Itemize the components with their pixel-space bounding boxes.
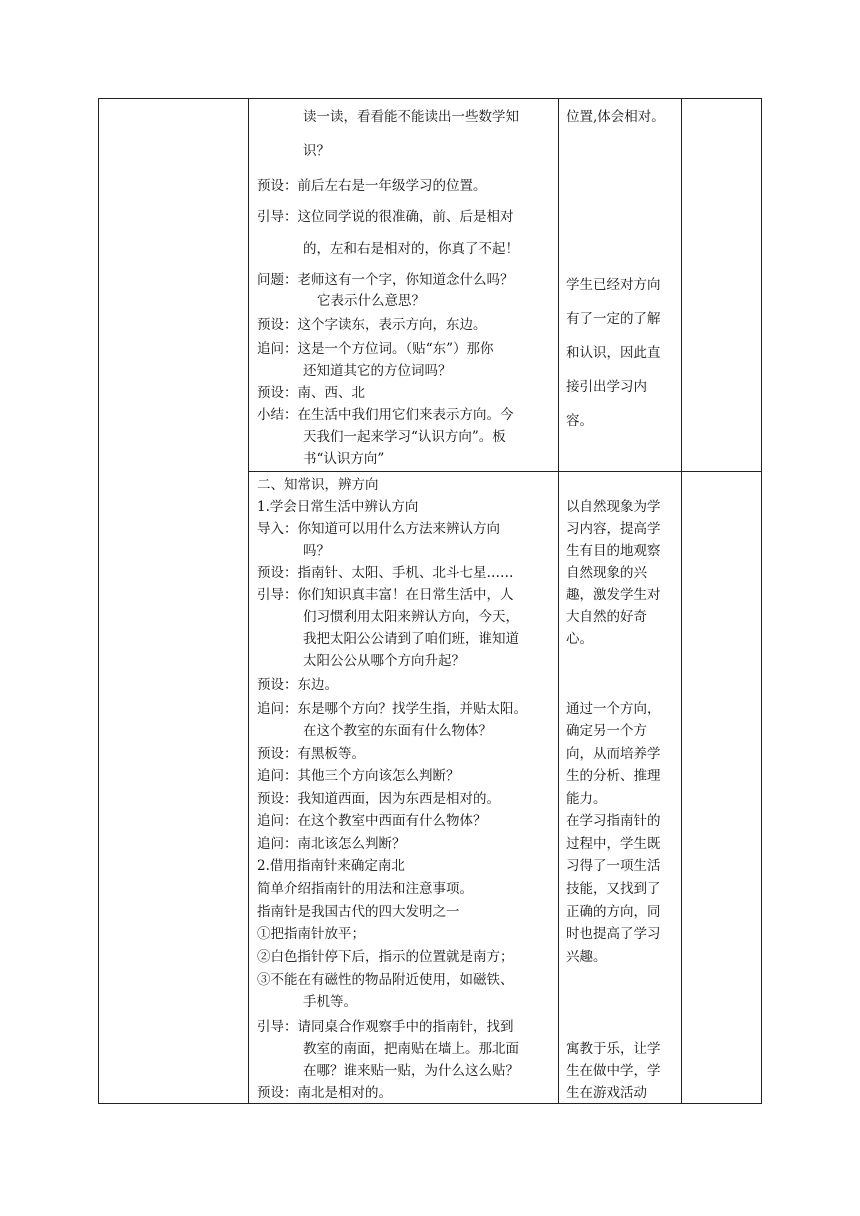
content-line: 我把太阳公公请到了咱们班，谁知道 <box>303 631 519 647</box>
content-line: ①把指南针放平； <box>257 926 365 942</box>
content-line: 预设：有黑板等。 <box>257 746 365 762</box>
content-line: 还知道其它的方位词吗？ <box>303 363 452 379</box>
content-line: 太阳公公从哪个方向升起？ <box>303 653 465 669</box>
content-line: 读一读，看看能不能读出一些数学知 <box>303 109 519 125</box>
lesson-plan-table <box>98 98 762 1104</box>
content-line: 追问：在这个教室中西面有什么物体？ <box>257 813 487 829</box>
content-line: 指南针是我国古代的四大发明之一 <box>257 904 460 920</box>
column-divider <box>248 99 249 1103</box>
note-line: 生在做中学，学 <box>566 1063 661 1079</box>
note-line: 生在游戏活动 <box>566 1085 647 1101</box>
note-line: 心。 <box>566 631 593 647</box>
content-line: 2.借用指南针来确定南北 <box>257 858 405 874</box>
content-line: 追问：东是哪个方向？找学生指，并贴太阳。 <box>257 701 527 717</box>
content-line: 的，左和右是相对的，你真了不起！ <box>303 241 519 257</box>
content-line: 在这个教室的东面有什么物体？ <box>303 723 492 739</box>
content-line: 吗？ <box>303 543 330 559</box>
note-line: 向，从而培养学 <box>566 746 661 762</box>
content-line: 追问：南北该怎么判断？ <box>257 836 406 852</box>
content-line: 追问：这是一个方位词。（贴“东”）那你 <box>257 341 494 357</box>
content-line: 预设：这个字读东，表示方向，东边。 <box>257 317 487 333</box>
content-line: 引导：请同桌合作观察手中的指南针，找到 <box>257 1019 514 1035</box>
content-line: 1.学会日常生活中辨认方向 <box>257 499 419 515</box>
content-line: ②白色指针停下后，指示的位置就是南方； <box>257 949 514 965</box>
note-line: 生的分析、推理 <box>566 768 661 784</box>
note-line: 过程中，学生既 <box>566 836 661 852</box>
content-line: 天我们一起来学习“认识方向”。板 <box>303 429 506 445</box>
note-line: 位置,体会相对。 <box>566 109 665 125</box>
note-line: 容。 <box>566 413 593 429</box>
content-line: 预设：前后左右是一年级学习的位置。 <box>257 178 487 194</box>
note-line: 确定另一个方 <box>566 723 647 739</box>
content-line: 预设：我知道西面，因为东西是相对的。 <box>257 791 500 807</box>
note-line: 寓教于乐，让学 <box>566 1041 661 1057</box>
note-line: 接引出学习内 <box>566 379 647 395</box>
note-line: 和认识，因此直 <box>566 345 661 361</box>
content-line: 它表示什么意思？ <box>317 293 425 309</box>
note-line: 习得了一项生活 <box>566 858 661 874</box>
content-line: 手机等。 <box>303 994 357 1010</box>
note-line: 生有目的地观察 <box>566 543 661 559</box>
note-line: 在学习指南针的 <box>566 813 661 829</box>
note-line: 时也提高了学习 <box>566 926 661 942</box>
note-line: 技能，又找到了 <box>566 881 661 897</box>
content-line: 二、知常识，辨方向 <box>257 477 379 493</box>
content-line: 小结：在生活中我们用它们来表示方向。今 <box>257 407 514 423</box>
column-divider <box>558 99 559 1103</box>
content-line: 问题：老师这有一个字，你知道念什么吗？ <box>257 272 514 288</box>
content-line: 识？ <box>303 143 330 159</box>
note-line: 学生已经对方向 <box>566 277 661 293</box>
note-line: 能力。 <box>566 791 607 807</box>
content-line: 预设：南、西、北 <box>257 385 365 401</box>
note-line: 以自然现象为学 <box>566 499 661 515</box>
content-line: 们习惯利用太阳来辨认方向，今天， <box>303 609 519 625</box>
note-line: 正确的方向，同 <box>566 904 661 920</box>
content-line: 简单介绍指南针的用法和注意事项。 <box>257 881 473 897</box>
content-line: 引导：你们知识真丰富！在日常生活中，人 <box>257 587 514 603</box>
note-line: 习内容，提高学 <box>566 521 661 537</box>
note-line: 有了一定的了解 <box>566 311 661 327</box>
content-line: 预设：东边。 <box>257 677 338 693</box>
note-line: 自然现象的兴 <box>566 565 647 581</box>
content-line: 引导：这位同学说的很准确，前、后是相对 <box>257 209 514 225</box>
note-line: 大自然的好奇 <box>566 609 647 625</box>
content-line: 预设：指南针、太阳、手机、北斗七星…… <box>257 565 514 581</box>
content-line: 追问：其他三个方向该怎么判断？ <box>257 768 460 784</box>
note-line: 趣，激发学生对 <box>566 587 661 603</box>
content-line: ③不能在有磁性的物品附近使用，如磁铁、 <box>257 972 514 988</box>
content-line: 教室的南面，把南贴在墙上。那北面 <box>303 1041 519 1057</box>
content-line: 书“认识方向” <box>303 451 385 467</box>
content-line: 在哪？谁来贴一贴，为什么这么贴？ <box>303 1063 519 1079</box>
row-divider <box>248 471 761 472</box>
note-line: 通过一个方向， <box>566 701 661 717</box>
column-divider <box>681 99 682 1103</box>
note-line: 兴趣。 <box>566 949 607 965</box>
content-line: 预设：南北是相对的。 <box>257 1085 392 1101</box>
content-line: 导入：你知道可以用什么方法来辨认方向 <box>257 521 500 537</box>
